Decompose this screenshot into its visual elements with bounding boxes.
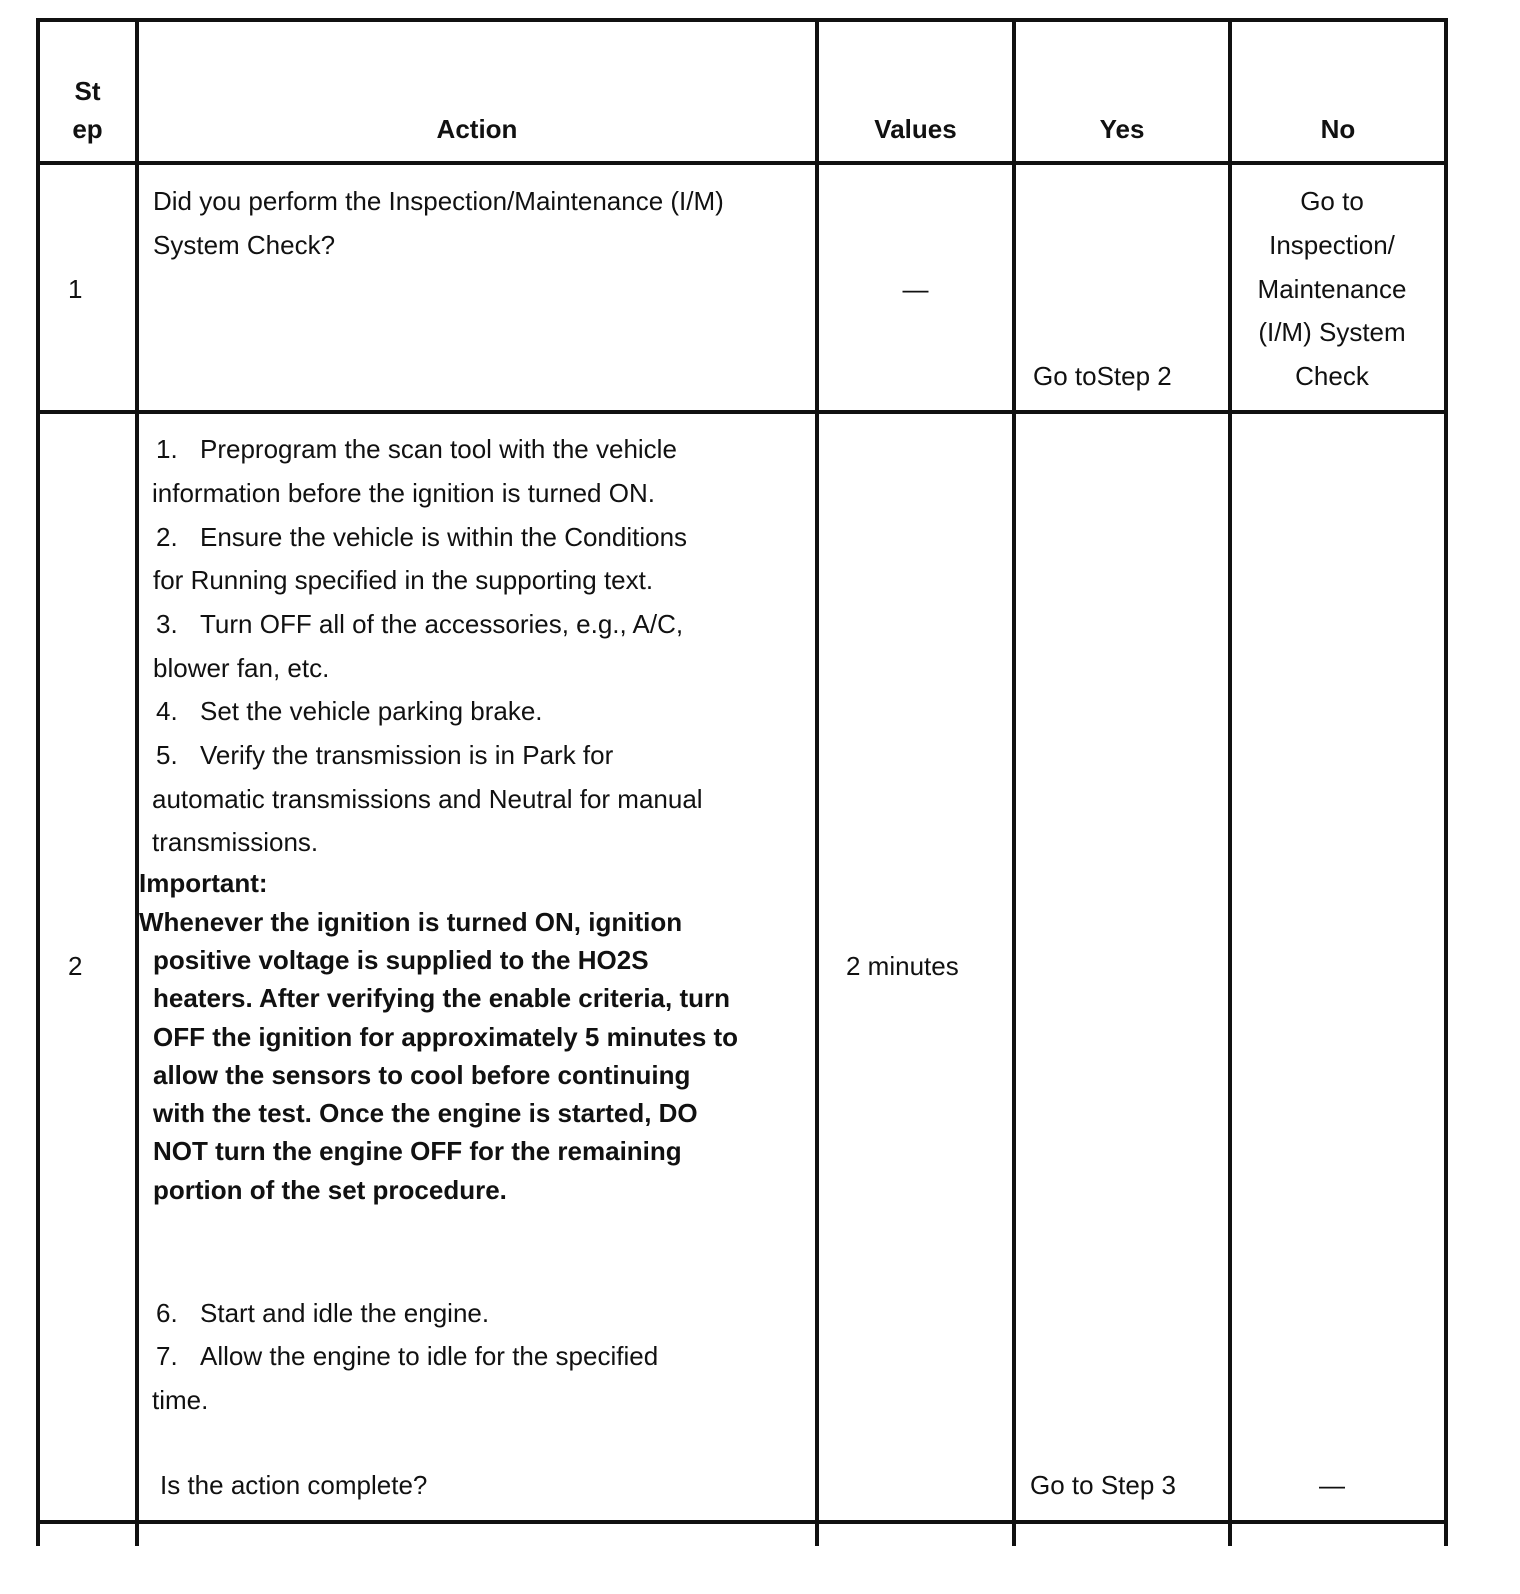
row1-no-line3: Maintenance	[1257, 274, 1407, 304]
item-4-line1: Set the vehicle parking brake.	[200, 696, 543, 726]
row2-no: —	[1319, 1470, 1345, 1500]
header-yes: Yes	[1099, 114, 1145, 144]
step-number-2: 2	[68, 951, 83, 981]
item-3-line1: Turn OFF all of the accessories, e.g., A/C,	[200, 609, 684, 639]
header-step	[40, 76, 135, 144]
diagnostic-table	[36, 18, 1472, 1546]
row2-yes: Go to Step 3	[1030, 1470, 1176, 1500]
important-line3: heaters. After verifying the enable criteria, turn	[153, 983, 730, 1013]
row2-question: Is the action complete?	[160, 1470, 428, 1500]
row1-no-line5: Check	[1295, 361, 1369, 391]
table-border-top	[36, 18, 1444, 22]
important-line8: portion of the set procedure.	[153, 1175, 507, 1205]
header-step-line2: ep	[72, 114, 103, 144]
item-1-line2: information before the ignition is turned ON.	[152, 478, 655, 508]
row1-values: —	[902, 274, 929, 304]
important-label: Important:	[139, 868, 268, 898]
row1-no-line1: Go to	[1300, 186, 1364, 216]
important-line5: allow the sensors to cool before continuing	[153, 1060, 691, 1090]
column-divider-action-values	[815, 18, 819, 1546]
item-7-number: 7.	[156, 1341, 178, 1371]
item-6-line1: Start and idle the engine.	[200, 1298, 490, 1328]
item-2-line1: Ensure the vehicle is within the Conditions	[200, 522, 688, 552]
table-border-bottom	[36, 1520, 1448, 1524]
important-line6: with the test. Once the engine is started, DO	[153, 1098, 698, 1128]
table-border-right	[1444, 18, 1448, 1546]
important-line4: OFF the ignition for approximately 5 minutes to	[153, 1022, 739, 1052]
header-divider	[36, 161, 1448, 165]
column-divider-values-yes	[1012, 18, 1016, 1546]
item-6-number: 6.	[156, 1298, 178, 1328]
header-action: Action	[436, 114, 518, 144]
row1-no-line2: Inspection/	[1269, 230, 1395, 260]
row2-values: 2 minutes	[846, 951, 959, 981]
item-4-number: 4.	[156, 696, 178, 726]
row1-yes: Go toStep 2	[1033, 361, 1172, 391]
item-1-number: 1.	[156, 434, 178, 464]
item-7-line1: Allow the engine to idle for the specified	[200, 1341, 659, 1371]
item-3-number: 3.	[156, 609, 178, 639]
table-border-left	[36, 18, 40, 1546]
item-5-line2: automatic transmissions and Neutral for manual	[152, 784, 703, 814]
header-values: Values	[874, 114, 957, 144]
row-divider	[36, 410, 1448, 414]
step-number-1: 1	[68, 274, 83, 304]
important-line2: positive voltage is supplied to the HO2S	[153, 945, 649, 975]
item-5-number: 5.	[156, 740, 178, 770]
item-7-line2: time.	[152, 1385, 209, 1415]
row1-action-line2: System Check?	[153, 230, 336, 260]
important-line1: Whenever the ignition is turned ON, ignition	[139, 907, 683, 937]
item-2-line2: for Running specified in the supporting text.	[153, 565, 654, 595]
column-divider-step-action	[135, 18, 139, 1546]
header-no: No	[1320, 114, 1356, 144]
item-5-line3: transmissions.	[152, 827, 319, 857]
important-line7: NOT turn the engine OFF for the remaining	[153, 1136, 682, 1166]
row1-action-line1: Did you perform the Inspection/Maintenance (I/M)	[153, 186, 724, 216]
item-3-line2: blower fan, etc.	[153, 653, 330, 683]
item-5-line1: Verify the transmission is in Park for	[200, 740, 614, 770]
row1-no-line4: (I/M) System	[1258, 317, 1406, 347]
item-2-number: 2.	[156, 522, 178, 552]
item-1-line1: Preprogram the scan tool with the vehicle	[200, 434, 677, 464]
header-step-line1: St	[74, 76, 101, 106]
